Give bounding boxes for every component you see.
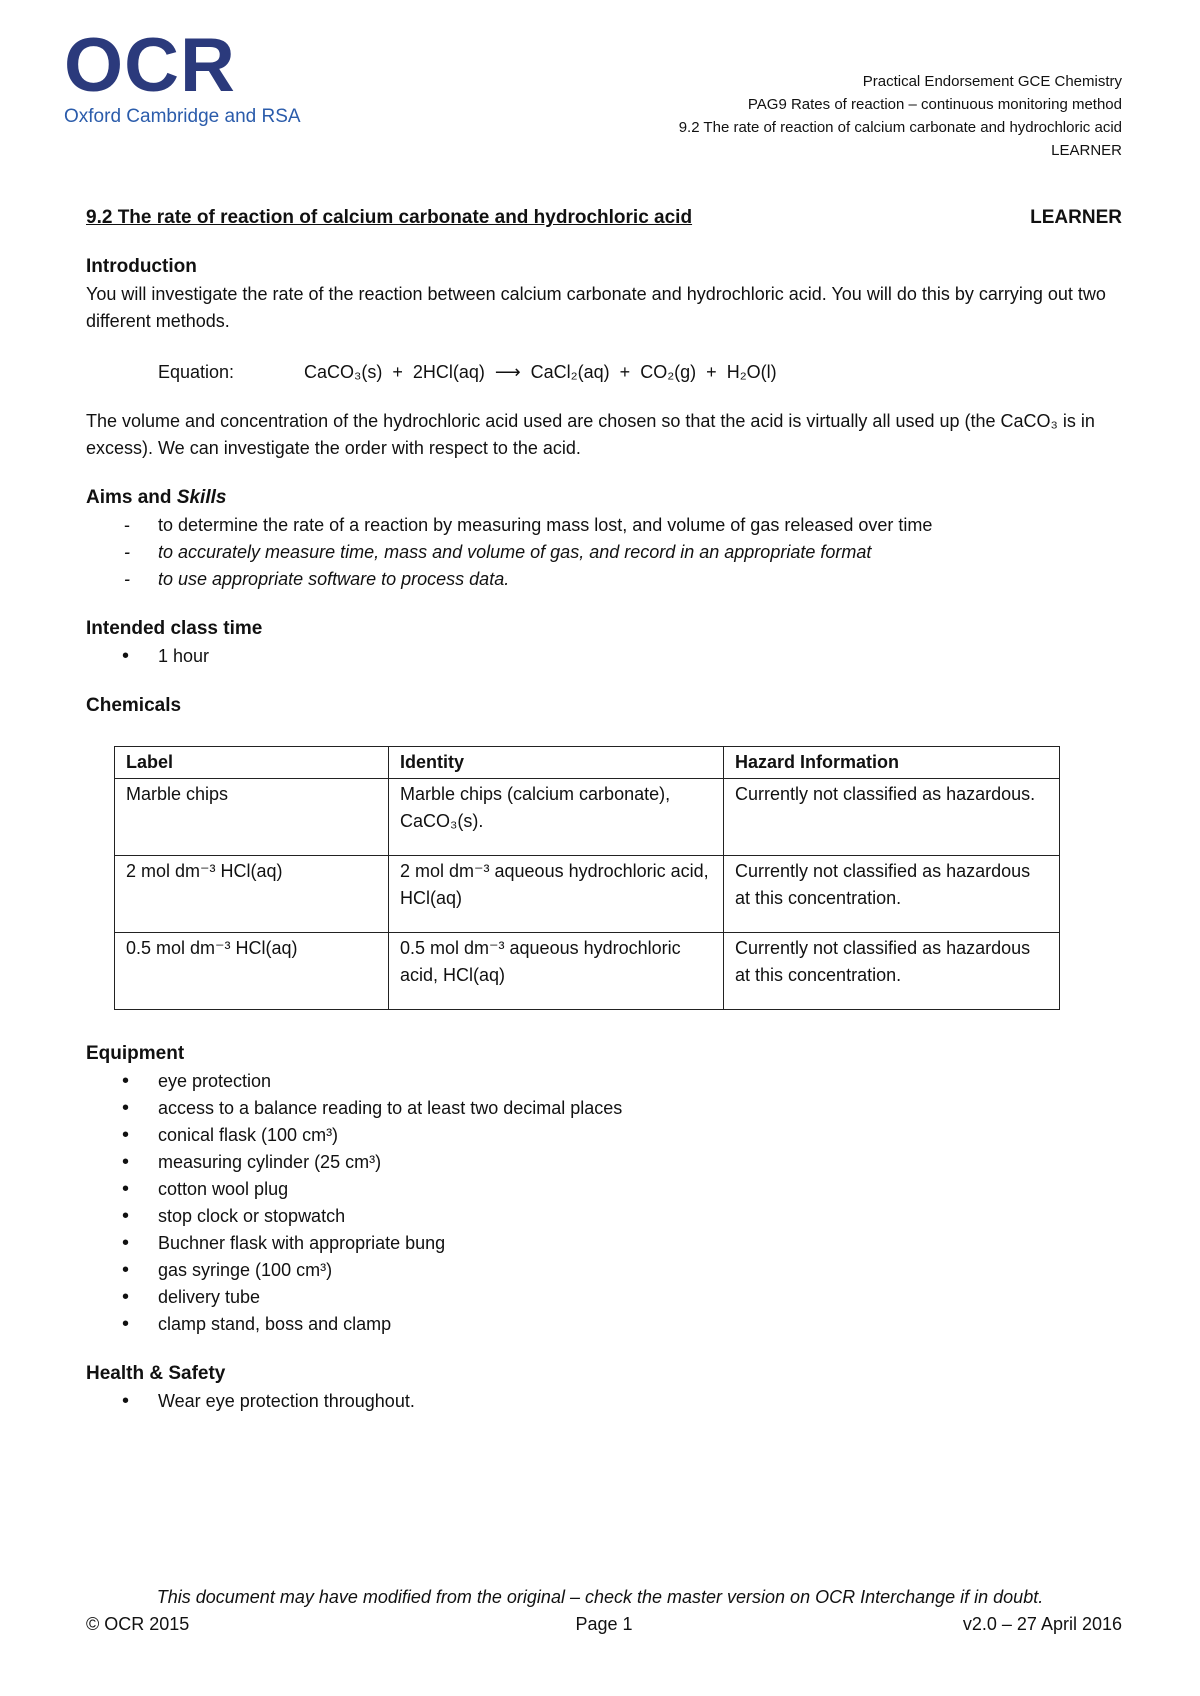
table-cell: Marble chips (calcium carbonate), CaCO₃(s). <box>389 779 724 856</box>
chemicals-section <box>86 692 1122 1010</box>
introduction-heading: Introduction <box>86 256 197 277</box>
table-cell: 2 mol dm⁻³ HCl(aq) <box>115 856 389 933</box>
column-header: Label <box>115 747 389 779</box>
list-item: • 1 hour <box>86 643 1122 670</box>
header-line-3: 9.2 The rate of reaction of calcium carbonate and hydrochloric acid <box>678 119 1122 136</box>
footer-disclaimer: This document may have modified from the original – check the master version on OCR Interchange if in doubt. <box>156 1587 1044 1607</box>
introduction-paragraph-1: You will investigate the rate of the reaction between calcium carbonate and hydrochloric acid. You will do this by carrying out two different methods. <box>86 284 1106 331</box>
page-footer <box>86 1614 1122 1635</box>
logo-mark: OCR <box>64 23 236 108</box>
introduction-paragraph-2: The volume and concentration of the hydrochloric acid used are chosen so that the acid is virtually all used up (the CaCO₃ is in excess). We can investigate the order with respect to the acid. <box>86 411 1095 458</box>
column-header: Identity <box>389 747 724 779</box>
safety-section <box>86 1360 1122 1415</box>
list-item: - to accurately measure time, mass and volume of gas, and record in an appropriate format <box>86 539 1122 566</box>
list-item: • cotton wool plug <box>86 1176 1122 1203</box>
table-cell: Marble chips <box>115 779 389 856</box>
class-time-section <box>86 615 1122 670</box>
header-line-2: PAG9 Rates of reaction – continuous monitoring method <box>747 96 1122 113</box>
equipment-heading: Equipment <box>86 1043 185 1064</box>
table-cell: Currently not classified as hazardous at this concentration. <box>724 856 1060 933</box>
table-header-row <box>115 747 1060 779</box>
list-item: • Wear eye protection throughout. <box>86 1388 1122 1415</box>
chemicals-table <box>114 746 1060 1010</box>
list-item: • conical flask (100 cm³) <box>86 1122 1122 1149</box>
list-item: • stop clock or stopwatch <box>86 1203 1122 1230</box>
column-header: Hazard Information <box>724 747 1060 779</box>
table-cell: Currently not classified as hazardous at this concentration. <box>724 933 1060 1010</box>
class-time-heading: Intended class time <box>86 618 263 639</box>
table-cell: 2 mol dm⁻³ aqueous hydrochloric acid, HCl(aq) <box>389 856 724 933</box>
list-item: • access to a balance reading to at least two decimal places <box>86 1095 1122 1122</box>
table-row <box>115 779 1060 856</box>
chemicals-heading: Chemicals <box>86 695 182 716</box>
document-body <box>86 204 1122 1415</box>
list-item: • clamp stand, boss and clamp <box>86 1311 1122 1338</box>
table-cell: 0.5 mol dm⁻³ HCl(aq) <box>115 933 389 1010</box>
reaction-equation <box>158 359 1122 386</box>
header-line-1: Practical Endorsement GCE Chemistry <box>862 73 1122 90</box>
header-line-4: LEARNER <box>1051 142 1122 159</box>
aims-heading <box>86 484 1122 512</box>
class-time-list <box>86 643 1122 670</box>
list-item: • gas syringe (100 cm³) <box>86 1257 1122 1284</box>
footer-page-number: Page 1 <box>575 1614 633 1634</box>
audience-tag: LEARNER <box>1030 207 1122 228</box>
list-item: • measuring cylinder (25 cm³) <box>86 1149 1122 1176</box>
equipment-section <box>86 1040 1122 1338</box>
equation-body: CaCO₃(s) + 2HCl(aq) ⟶ CaCl₂(aq) + CO₂(g) + H₂O(l) <box>304 362 777 382</box>
aims-list <box>86 512 1122 593</box>
footer-version: v2.0 – 27 April 2016 <box>962 1614 1122 1634</box>
list-item: • Buchner flask with appropriate bung <box>86 1230 1122 1257</box>
aims-section <box>86 484 1122 593</box>
safety-list <box>86 1388 1122 1415</box>
table-cell: Currently not classified as hazardous. <box>724 779 1060 856</box>
list-item: - to determine the rate of a reaction by measuring mass lost, and volume of gas released over time <box>86 512 1122 539</box>
introduction-section <box>86 253 1122 462</box>
table-row <box>115 933 1060 1010</box>
list-item: • delivery tube <box>86 1284 1122 1311</box>
footer-copyright: © OCR 2015 <box>86 1614 190 1634</box>
aims-heading-plain: Aims and <box>86 487 177 508</box>
list-item: • eye protection <box>86 1068 1122 1095</box>
equipment-list <box>86 1068 1122 1338</box>
title-row <box>86 204 1122 231</box>
equation-label: Equation: <box>158 362 235 382</box>
table-cell: 0.5 mol dm⁻³ aqueous hydrochloric acid, HCl(aq) <box>389 933 724 1010</box>
aims-heading-italic: Skills <box>176 487 227 508</box>
list-item: - to use appropriate software to process data. <box>86 566 1122 593</box>
logo-subtitle: Oxford Cambridge and RSA <box>64 106 301 127</box>
safety-heading: Health & Safety <box>86 1363 226 1384</box>
document-header <box>679 70 1122 162</box>
table-row <box>115 856 1060 933</box>
ocr-logo <box>64 23 301 128</box>
page-title: 9.2 The rate of reaction of calcium carbonate and hydrochloric acid <box>86 207 693 228</box>
